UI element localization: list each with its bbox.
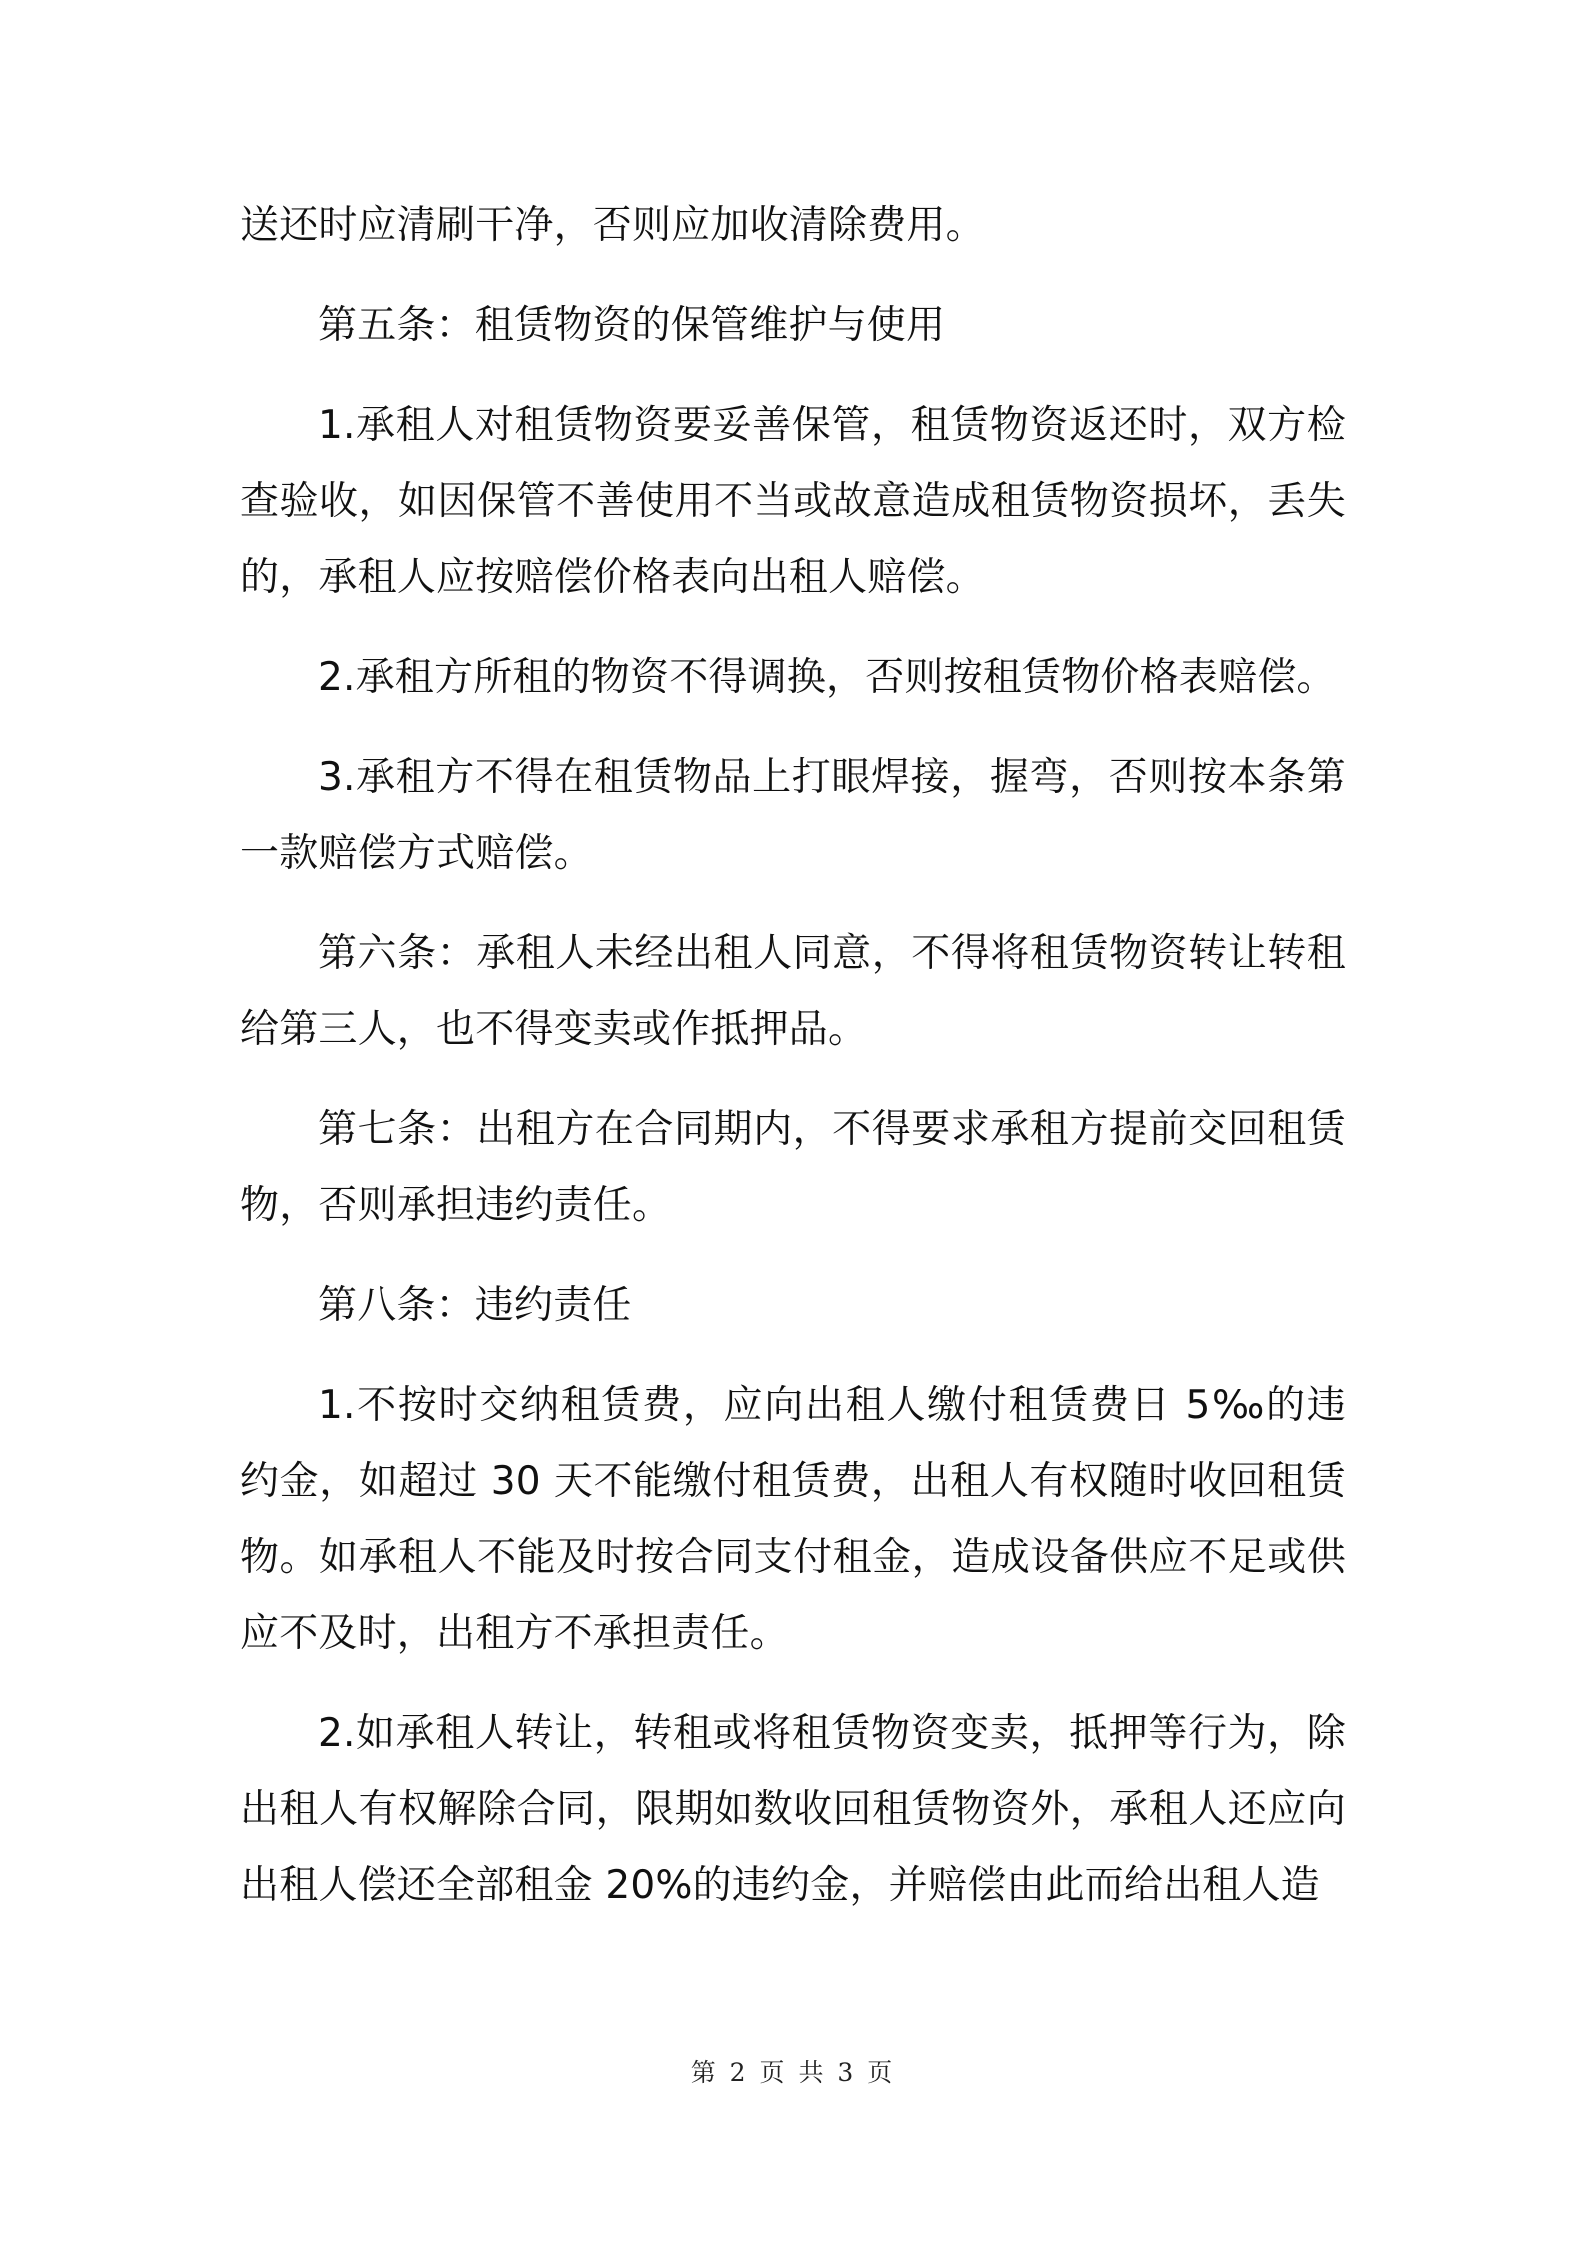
article-5-clause-1: 1.承租人对租赁物资要妥善保管，租赁物资返还时，双方检查验收，如因保管不善使用不当或故意造成租赁物资损坏，丢失的，承租人应按赔偿价格表向出租人赔偿。 bbox=[240, 403, 1346, 600]
article-5-clause-2: 2.承租方所租的物资不得调换，否则按租赁物价格表赔偿。 bbox=[318, 655, 1336, 700]
article-7: 第七条：出租方在合同期内，不得要求承租方提前交回租赁物，否则承担违约责任。 bbox=[240, 1107, 1346, 1228]
article-8-heading: 第八条：违约责任 bbox=[318, 1283, 632, 1328]
paragraph-continuation: 送还时应清刷干净，否则应加收清除费用。 bbox=[240, 203, 985, 248]
document-body bbox=[240, 188, 1346, 1948]
article-5-heading: 第五条：租赁物资的保管维护与使用 bbox=[318, 303, 946, 348]
article-8-clause-2: 2.如承租人转让，转租或将租赁物资变卖，抵押等行为，除出租人有权解除合同，限期如数收回租赁物资外，承租人还应向出租人偿还全部租金 20%的违约金，并赔偿由此而给出租人造 bbox=[240, 1711, 1346, 1908]
article-6: 第六条：承租人未经出租人同意，不得将租赁物资转让转租给第三人，也不得变卖或作抵押品。 bbox=[240, 931, 1346, 1052]
page-number-footer: 第 2 页 共 3 页 bbox=[690, 2058, 896, 2087]
article-8-clause-1: 1.不按时交纳租赁费，应向出租人缴付租赁费日 5‰的违约金，如超过 30 天不能缴付租赁费，出租人有权随时收回租赁物。如承租人不能及时按合同支付租金，造成设备供应不足或供应不及时，出租方不承担责任。 bbox=[240, 1383, 1346, 1656]
article-5-clause-3: 3.承租方不得在租赁物品上打眼焊接，握弯，否则按本条第一款赔偿方式赔偿。 bbox=[240, 755, 1346, 876]
